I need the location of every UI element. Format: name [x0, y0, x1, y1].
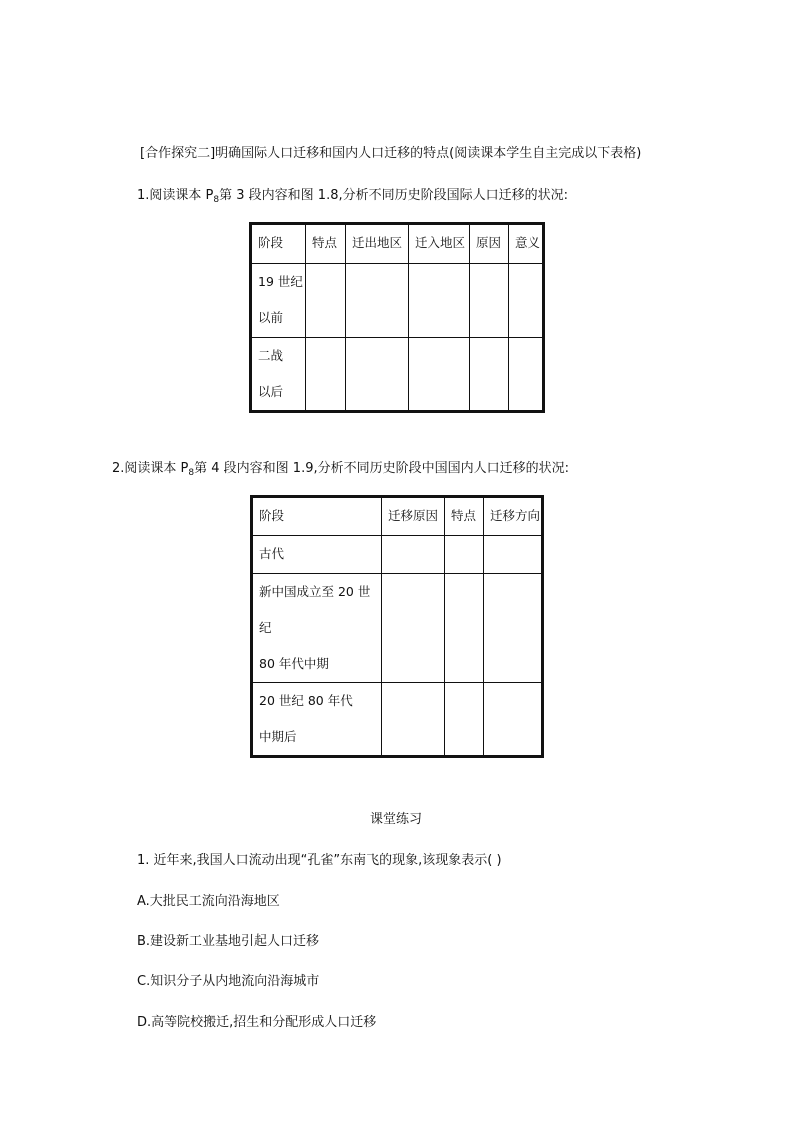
table-header-row — [251, 224, 544, 264]
option-a: A.大批民工流向沿海地区 — [137, 894, 280, 909]
table-header-cell: 阶段 — [252, 497, 382, 536]
row-label-line: 80 年代中期 — [259, 656, 329, 671]
question-2-page-subscript: 8 — [188, 468, 195, 478]
practice-title: 课堂练习 — [370, 812, 423, 827]
table-row-label — [252, 574, 382, 683]
table-cell[interactable] — [306, 264, 346, 338]
table-header-cell: 迁移方向 — [484, 497, 543, 536]
question-2-text: 第 4 段内容和图 1.9,分析不同历史阶段中国国内人口迁移的状况: — [194, 461, 569, 476]
row-label-line: 古代 — [259, 546, 285, 561]
table-cell[interactable] — [346, 338, 409, 412]
table-row — [252, 536, 543, 574]
international-migration-table — [249, 222, 545, 413]
table-cell[interactable] — [409, 338, 470, 412]
table-row-label — [252, 683, 382, 757]
row-label-line: 新中国成立至 20 世纪 — [259, 584, 371, 635]
table-row — [251, 264, 544, 338]
table-header-cell: 迁出地区 — [346, 224, 409, 264]
question-1-prefix: 阅读课本 P — [149, 188, 214, 203]
table-cell[interactable] — [484, 536, 543, 574]
row-label-line: 以前 — [258, 310, 284, 325]
table-cell[interactable] — [445, 574, 484, 683]
table-cell[interactable] — [445, 536, 484, 574]
table-header-cell: 迁入地区 — [409, 224, 470, 264]
table-cell[interactable] — [509, 338, 544, 412]
option-c: C.知识分子从内地流向沿海城市 — [137, 974, 320, 989]
section-heading: [合作探究二]明确国际人口迁移和国内人口迁移的特点(阅读课本学生自主完成以下表格) — [140, 146, 642, 161]
table-cell[interactable] — [382, 574, 445, 683]
question-2-prefix: 阅读课本 P — [124, 461, 189, 476]
table-header-cell: 阶段 — [251, 224, 306, 264]
question-1-page-subscript: 8 — [213, 195, 220, 205]
domestic-migration-table — [250, 495, 544, 758]
row-label-line: 以后 — [258, 384, 284, 399]
table-header-cell: 迁移原因 — [382, 497, 445, 536]
table-cell[interactable] — [509, 264, 544, 338]
table-cell[interactable] — [306, 338, 346, 412]
question-1 — [137, 184, 568, 203]
question-2 — [112, 457, 569, 476]
table-header-cell: 意义 — [509, 224, 544, 264]
option-d: D.高等院校搬迁,招生和分配形成人口迁移 — [137, 1015, 377, 1030]
question-2-number: 2. — [112, 461, 125, 476]
table-cell[interactable] — [382, 536, 445, 574]
question-1-number: 1. — [137, 188, 150, 203]
table-cell[interactable] — [484, 574, 543, 683]
row-label-line: 中期后 — [259, 729, 297, 744]
table-cell[interactable] — [445, 683, 484, 757]
table-cell[interactable] — [484, 683, 543, 757]
table-row — [252, 574, 543, 683]
practice-question: 1. 近年来,我国人口流动出现“孔雀”东南飞的现象,该现象表示( ) — [137, 853, 502, 868]
table-row — [252, 683, 543, 757]
table-cell[interactable] — [409, 264, 470, 338]
row-label-line: 20 世纪 80 年代 — [259, 693, 353, 708]
table-cell[interactable] — [382, 683, 445, 757]
row-label-line: 二战 — [258, 348, 284, 363]
table-header-cell: 特点 — [445, 497, 484, 536]
table-header-cell: 特点 — [306, 224, 346, 264]
question-1-text: 第 3 段内容和图 1.8,分析不同历史阶段国际人口迁移的状况: — [219, 188, 568, 203]
option-b: B.建设新工业基地引起人口迁移 — [137, 934, 320, 949]
table-row-label — [251, 338, 306, 412]
row-label-line: 19 世纪 — [258, 274, 303, 289]
table-row-label — [252, 536, 382, 574]
table-header-cell: 原因 — [470, 224, 509, 264]
table-row-label — [251, 264, 306, 338]
table-row — [251, 338, 544, 412]
table-cell[interactable] — [346, 264, 409, 338]
table-cell[interactable] — [470, 264, 509, 338]
table-header-row — [252, 497, 543, 536]
table-cell[interactable] — [470, 338, 509, 412]
